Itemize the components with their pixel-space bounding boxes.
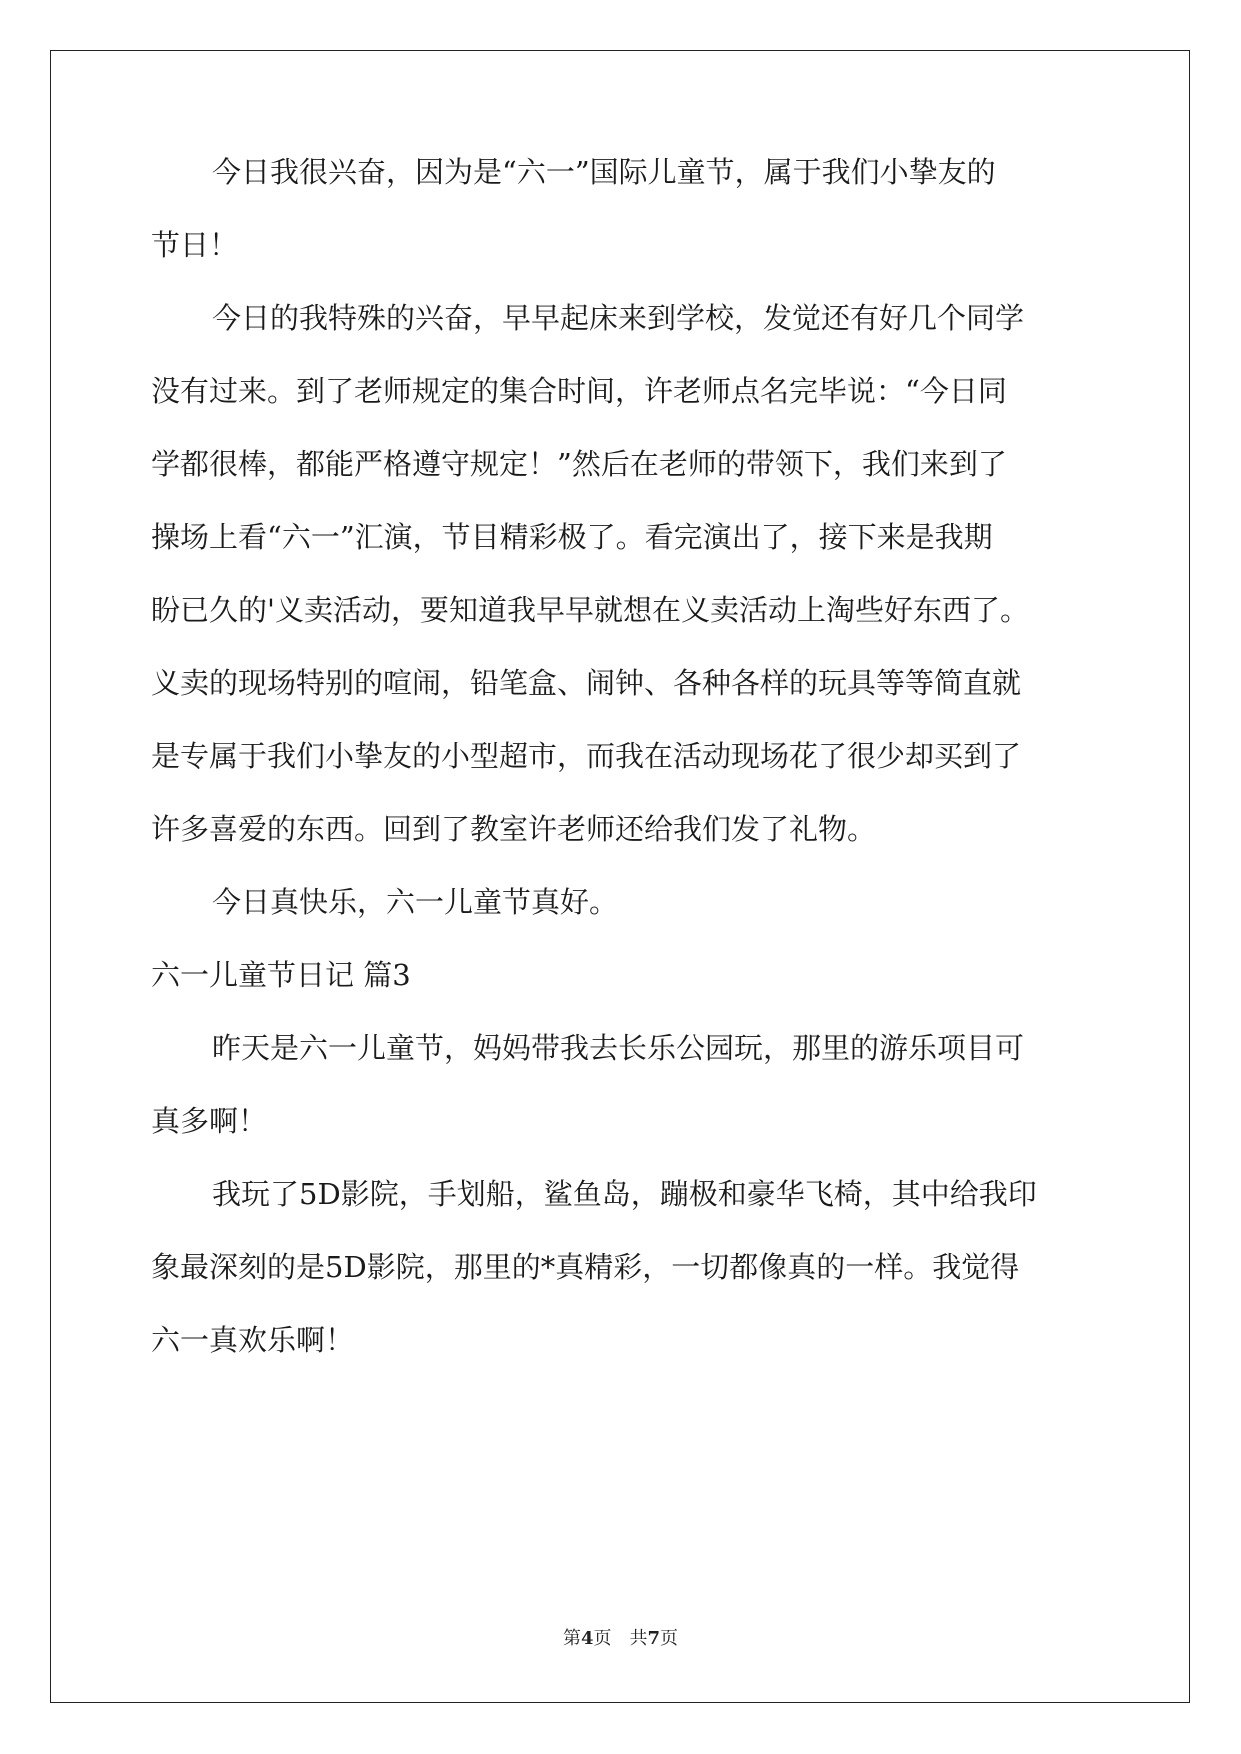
paragraph-line: 是专属于我们小挚友的小型超市，而我在活动现场花了很少却买到了: [151, 739, 1022, 773]
paragraph-line: 昨天是六一儿童节，妈妈带我去长乐公园玩，那里的游乐项目可: [212, 1031, 1025, 1065]
footer-suffix: 页: [660, 1628, 679, 1649]
paragraph-line: 真多啊！: [151, 1104, 268, 1138]
paragraph-line: 象最深刻的是5D影院，那里的*真精彩，一切都像真的一样。我觉得: [151, 1250, 1020, 1284]
paragraph-line: 学都很棒，都能严格遵守规定！”然后在老师的带领下，我们来到了: [151, 447, 1007, 481]
current-page-number: 4: [580, 1628, 594, 1649]
paragraph-line: 今日真快乐，六一儿童节真好。: [212, 885, 619, 919]
paragraph-line: 今日的我特殊的兴奋，早早起床来到学校，发觉还有好几个同学: [212, 301, 1025, 335]
footer-middle: 页 共: [593, 1628, 648, 1649]
footer-prefix: 第: [562, 1628, 581, 1649]
total-page-number: 7: [647, 1628, 661, 1649]
paragraph-line: 六一真欢乐啊！: [151, 1323, 355, 1357]
paragraph-line: 义卖的现场特别的喧闹，铅笔盒、闹钟、各种各样的玩具等等简直就: [151, 666, 1022, 700]
paragraph-line: 节日！: [151, 228, 239, 262]
paragraph-line: 今日我很兴奋，因为是“六一”国际儿童节，属于我们小挚友的: [212, 155, 996, 189]
paragraph-line: 没有过来。到了老师规定的集合时间，许老师点名完毕说：“今日同: [151, 374, 1007, 408]
section-heading: 六一儿童节日记 篇3: [151, 958, 411, 992]
paragraph-line: 许多喜爱的东西。回到了教室许老师还给我们发了礼物。: [151, 812, 877, 846]
page-footer: [0, 1624, 1241, 1650]
paragraph-line: 操场上看“六一”汇演，节目精彩极了。看完演出了，接下来是我期: [151, 520, 993, 554]
paragraph-line: 盼已久的'义卖活动，要知道我早早就想在义卖活动上淘些好东西了。: [151, 593, 1029, 627]
paragraph-line: 我玩了5D影院，手划船，鲨鱼岛，蹦极和豪华飞椅，其中给我印: [212, 1177, 1037, 1211]
